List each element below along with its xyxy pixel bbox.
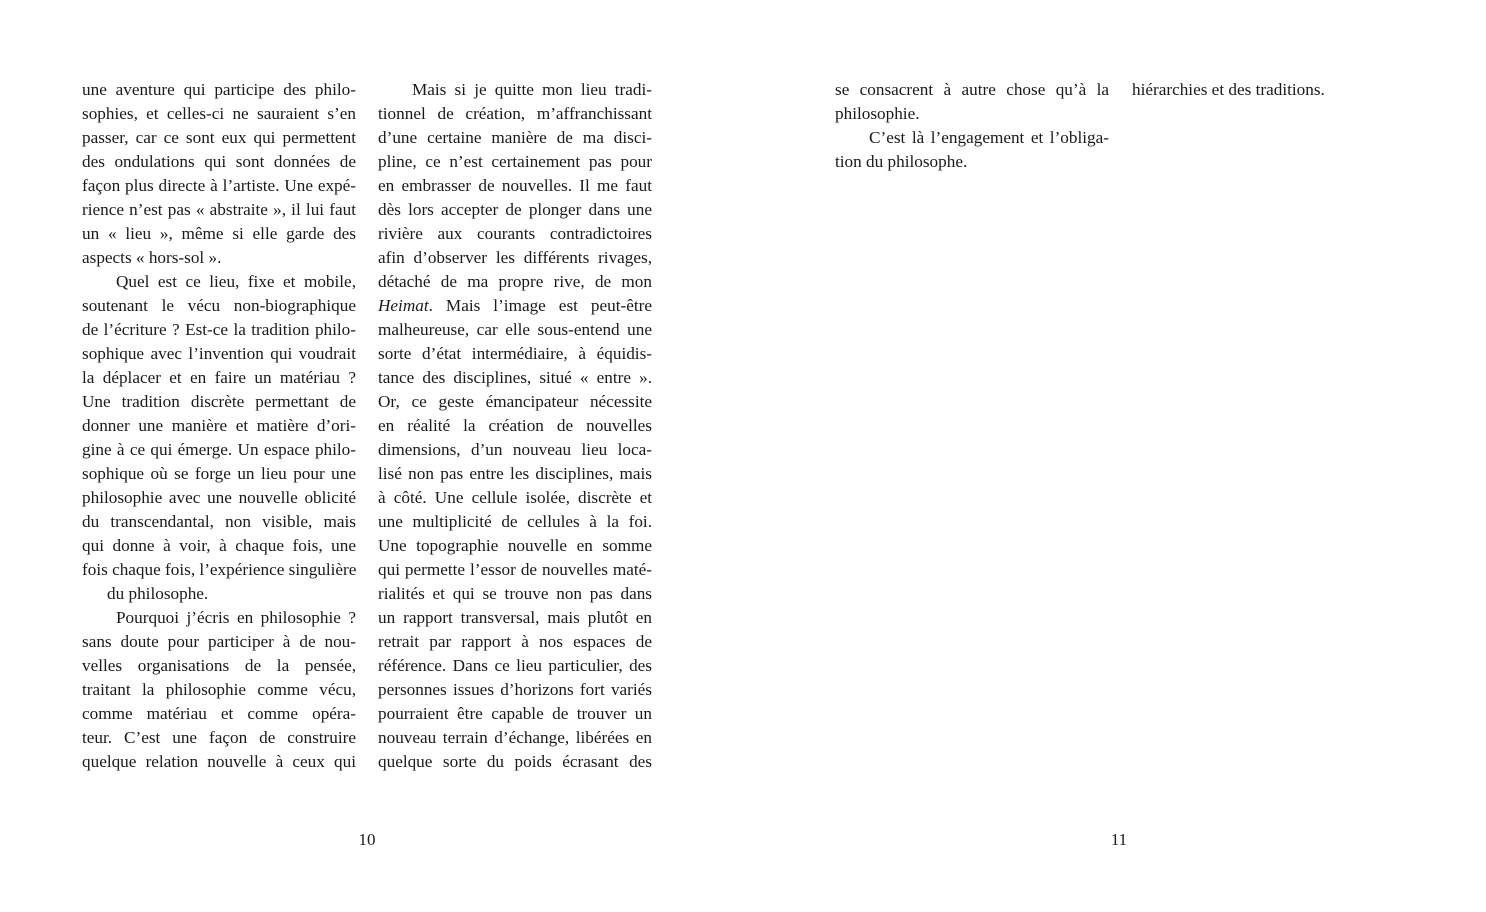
- text-line: sans doute pour participer à de nou-: [82, 632, 356, 651]
- text-line: sophies, et celles-ci ne sauraient s’en: [82, 104, 356, 123]
- text-line: retrait par rapport à nos espaces de: [378, 632, 652, 651]
- paragraph-start-line: Mais si je quitte mon lieu tradi-: [412, 80, 652, 99]
- text-line: rivière aux courants contradictoires: [378, 224, 652, 243]
- text-line: sophique où se forge un lieu pour une: [82, 464, 356, 483]
- text-line: un rapport transversal, mais plutôt en: [378, 608, 652, 627]
- text-line: Une tradition discrète permettant de: [82, 392, 356, 411]
- italic-term: Heimat: [378, 296, 429, 315]
- text-line: passer, car ce sont eux qui permettent: [82, 128, 356, 147]
- paragraph-start-line: Pourquoi j’écris en philosophie ?: [116, 608, 356, 627]
- text-line: velles organisations de la pensée,: [82, 656, 356, 675]
- page-number-left: 10: [358, 830, 376, 849]
- left-page-column-1: [82, 78, 356, 774]
- text-line: façon plus directe à l’artiste. Une expé-: [82, 176, 356, 195]
- text-line: nouveau terrain d’échange, libérées en: [378, 728, 652, 747]
- text-line: hiérarchies et des traditions.: [1132, 80, 1325, 99]
- text-line: soutenant le vécu non-biographique: [82, 296, 356, 315]
- text-line: personnes issues d’horizons fort variés: [378, 680, 652, 699]
- text-line: en réalité la création de nouvelles: [378, 416, 652, 435]
- text-line: tionnel de création, m’affranchissant: [378, 104, 652, 123]
- text-fragment: . Mais l’image est peut-être: [428, 296, 652, 315]
- text-line: Or, ce geste émancipateur nécessite: [378, 392, 652, 411]
- text-line: d’une certaine manière de ma disci-: [378, 128, 652, 147]
- paragraph-start-line: C’est là l’engagement et l’obliga-: [869, 128, 1109, 147]
- text-line: dès lors accepter de plonger dans une: [378, 200, 652, 219]
- text-line: la déplacer et en faire un matériau ?: [82, 368, 356, 387]
- text-line: référence. Dans ce lieu particulier, des: [378, 656, 652, 675]
- text-line: dimensions, d’un nouveau lieu loca-: [378, 440, 652, 459]
- text-line: de l’écriture ? Est-ce la tradition philo-: [82, 320, 356, 339]
- text-line: du philosophe.: [107, 584, 209, 603]
- text-line: gine à ce qui émerge. Un espace philo-: [82, 440, 356, 459]
- text-line: une multiplicité de cellules à la foi.: [378, 512, 652, 531]
- text-line: qui permette l’essor de nouvelles maté-: [378, 560, 652, 579]
- text-line: lisé non pas entre les disciplines, mais: [378, 464, 652, 483]
- right-page: [743, 0, 1486, 912]
- text-line: malheureuse, car elle sous-entend une: [378, 320, 652, 339]
- right-page-column-1: [835, 78, 1109, 174]
- text-line: du transcendantal, non visible, mais: [82, 512, 356, 531]
- text-line: donner une manière et matière d’ori-: [82, 416, 356, 435]
- text-line: sophique avec l’invention qui voudrait: [82, 344, 356, 363]
- text-line: philosophie.: [835, 104, 920, 123]
- text-line: des ondulations qui sont données de: [82, 152, 356, 171]
- text-line: fois chaque fois, l’expérience singulière: [82, 560, 357, 579]
- text-line: un « lieu », même si elle garde des: [82, 224, 356, 243]
- text-line: rience n’est pas « abstraite », il lui faut: [82, 200, 356, 219]
- text-line: à côté. Une cellule isolée, discrète et: [378, 488, 652, 507]
- text-line: se consacrent à autre chose qu’à la: [835, 80, 1109, 99]
- text-line: philosophie avec une nouvelle oblicité: [82, 488, 356, 507]
- text-line: Une topographie nouvelle en somme: [378, 536, 652, 555]
- text-line: sorte d’état intermédiaire, à équidis-: [378, 344, 652, 363]
- text-line: pline, ce n’est certainement pas pour: [378, 152, 652, 171]
- text-line: rialités et qui se trouve non pas dans: [378, 584, 652, 603]
- text-line: tance des disciplines, situé « entre ».: [378, 368, 652, 387]
- text-line: afin d’observer les différents rivages,: [378, 248, 652, 267]
- text-line: en embrasser de nouvelles. Il me faut: [378, 176, 652, 195]
- text-line: aspects « hors-sol ».: [82, 248, 222, 267]
- text-line: qui donne à voir, à chaque fois, une: [82, 536, 356, 555]
- text-line: teur. C’est une façon de construire: [82, 728, 356, 747]
- page-number-right: 11: [1110, 830, 1128, 849]
- right-page-column-2: [1132, 78, 1406, 102]
- text-line: pourraient être capable de trouver un: [378, 704, 652, 723]
- text-line: traitant la philosophie comme vécu,: [82, 680, 356, 699]
- text-line: détaché de ma propre rive, de mon: [378, 272, 652, 291]
- left-page-column-2: [378, 78, 652, 774]
- text-line: quelque relation nouvelle à ceux qui: [82, 752, 356, 771]
- paragraph-start-line: Quel est ce lieu, fixe et mobile,: [116, 272, 356, 291]
- text-line: comme matériau et comme opéra-: [82, 704, 356, 723]
- text-line: tion du philosophe.: [835, 152, 968, 171]
- text-line: [378, 294, 652, 318]
- text-line: quelque sorte du poids écrasant des: [378, 752, 652, 771]
- text-line: une aventure qui participe des philo-: [82, 80, 356, 99]
